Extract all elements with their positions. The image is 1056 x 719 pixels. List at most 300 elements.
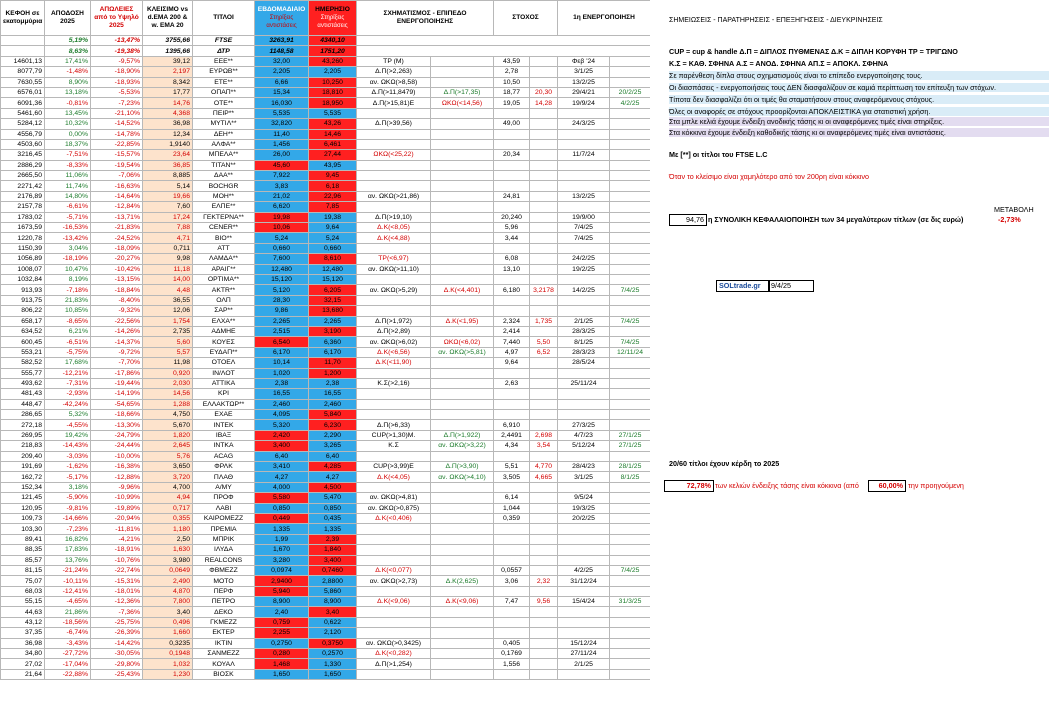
daily-cell: 16,55 (309, 389, 357, 399)
weekly-cell: 3,400 (255, 441, 309, 451)
activation-2-cell (610, 378, 650, 388)
table-row (1, 617, 651, 627)
activation-2-cell (610, 129, 650, 139)
weekly-cell: 6,540 (255, 337, 309, 347)
pattern-1-cell (357, 399, 431, 409)
cap-cell: 75,07 (1, 576, 45, 586)
activation-2-cell (610, 628, 650, 638)
return-cell: 18,37% (45, 139, 91, 149)
activation-2-cell (610, 420, 650, 430)
target-1-cell: 5,96 (494, 223, 530, 233)
target-1-cell (494, 129, 530, 139)
table-row (1, 119, 651, 129)
activation-2-cell (610, 410, 650, 420)
activation-1-cell: 5/12/24 (558, 441, 610, 451)
target-2-cell (530, 160, 558, 170)
target-1-cell: 2,4491 (494, 430, 530, 440)
activation-2-cell (610, 524, 650, 534)
close-cell: 1,180 (143, 524, 193, 534)
activation-1-cell (558, 306, 610, 316)
pattern-2-cell (431, 482, 494, 492)
title-cell: ΕΤΕ** (193, 77, 255, 87)
pattern-1-cell (357, 389, 431, 399)
cap-cell: 36,98 (1, 638, 45, 648)
weekly-cell: 5,24 (255, 233, 309, 243)
table-row (1, 659, 651, 669)
table-row (1, 545, 651, 555)
pattern-1-cell: αν. ΩΚΩ(>4,81) (357, 493, 431, 503)
title-cell: ΙΒΑΞ (193, 430, 255, 440)
pattern-2-cell (431, 243, 494, 253)
target-2-cell (530, 638, 558, 648)
close-cell: 4,700 (143, 482, 193, 492)
return-cell: -5,71% (45, 212, 91, 222)
title-cell: ΕΥΡΩΒ** (193, 67, 255, 77)
pattern-1-cell: Δ.Π(>39,56) (357, 119, 431, 129)
return-cell: -3,03% (45, 451, 91, 461)
target-2-cell: 20,30 (530, 87, 558, 97)
activation-1-cell: 7/4/25 (558, 223, 610, 233)
daily-cell: 6,205 (309, 285, 357, 295)
activation-2-cell (610, 451, 650, 461)
activation-2-cell (610, 202, 650, 212)
return-cell: -16,53% (45, 223, 91, 233)
title-cell: ΛΑΒΙ (193, 503, 255, 513)
title-cell: ΜΠΕΛΑ** (193, 150, 255, 160)
daily-cell: 8,900 (309, 597, 357, 607)
loss-cell: -9,72% (91, 347, 143, 357)
target-2-cell (530, 545, 558, 555)
close-cell: 14,00 (143, 274, 193, 284)
target-1-cell: 20,240 (494, 212, 530, 222)
note-7: Με [**] οι τίτλοι του FTSE L.C (669, 150, 768, 159)
loss-cell: -21,10% (91, 108, 143, 118)
return-cell: -6,61% (45, 202, 91, 212)
close-cell: 23,64 (143, 150, 193, 160)
target-2-cell (530, 171, 558, 181)
close-cell: 3,980 (143, 555, 193, 565)
target-1-cell (494, 524, 530, 534)
cap-total-text: η ΣΥΝΟΛΙΚΗ ΚΕΦΑΛΑΙΟΠΟΙΗΣΗ των 34 μεγαλύτερων τίτλων (σε δις ευρώ) (708, 215, 964, 224)
title-cell: ΑΡΑΙΓ** (193, 264, 255, 274)
daily-cell: 5,470 (309, 493, 357, 503)
target-2-cell (530, 223, 558, 233)
cap-cell: 121,45 (1, 493, 45, 503)
close-cell: 5,670 (143, 420, 193, 430)
pattern-2-cell (431, 223, 494, 233)
target-1-cell: 0,405 (494, 638, 530, 648)
daily-cell: 2,290 (309, 430, 357, 440)
daily-cell: 2,39 (309, 534, 357, 544)
activation-1-cell (558, 586, 610, 596)
activation-1-cell (558, 295, 610, 305)
target-2-cell (530, 77, 558, 87)
pattern-1-cell (357, 607, 431, 617)
table-row (1, 77, 651, 87)
target-1-cell (494, 555, 530, 565)
cap-cell: 209,40 (1, 451, 45, 461)
table-row (1, 586, 651, 596)
table-row (1, 254, 651, 264)
return-cell: 0,00% (45, 129, 91, 139)
target-2-cell (530, 649, 558, 659)
target-2-cell (530, 410, 558, 420)
daily-cell: 8,610 (309, 254, 357, 264)
activation-1-cell: 19/9/24 (558, 98, 610, 108)
summary-cell: ΔΤΡ (193, 46, 255, 56)
target-1-cell (494, 628, 530, 638)
title-cell: ΛΑΜΔΑ** (193, 254, 255, 264)
pattern-2-cell (431, 524, 494, 534)
target-1-cell: 2,414 (494, 326, 530, 336)
target-1-cell (494, 586, 530, 596)
loss-cell: -10,00% (91, 451, 143, 461)
weekly-cell: 9,86 (255, 306, 309, 316)
table-row (1, 316, 651, 326)
target-1-cell: 24,81 (494, 191, 530, 201)
title-cell: ΓΚΜΕΖΖ (193, 617, 255, 627)
daily-cell: 4,285 (309, 462, 357, 472)
title-cell: ΠΕΤΡΟ (193, 597, 255, 607)
table-row (1, 139, 651, 149)
table-row (1, 378, 651, 388)
activation-2-cell (610, 254, 650, 264)
activation-2-cell: 7/4/25 (610, 337, 650, 347)
pattern-1-cell: Δ.Κ(<0,077) (357, 565, 431, 575)
summary-cell: 1148,58 (255, 46, 309, 56)
target-2-cell (530, 659, 558, 669)
return-cell: -27,72% (45, 649, 91, 659)
activation-1-cell (558, 274, 610, 284)
target-2-cell (530, 150, 558, 160)
target-2-cell (530, 399, 558, 409)
pattern-1-cell: CUP(>1,30)Μ. (357, 430, 431, 440)
title-cell: ΔΑΑ** (193, 171, 255, 181)
weekly-cell: 0,449 (255, 513, 309, 523)
close-cell: 7,60 (143, 202, 193, 212)
title-cell: ACAG (193, 451, 255, 461)
weekly-cell: 10,06 (255, 223, 309, 233)
return-cell: 11,06% (45, 171, 91, 181)
pattern-1-cell: Δ.Κ(<0,282) (357, 649, 431, 659)
activation-1-cell: 19/2/25 (558, 264, 610, 274)
daily-cell: 6,40 (309, 451, 357, 461)
table-row (1, 462, 651, 472)
cap-cell: 162,72 (1, 472, 45, 482)
pattern-1-cell: ΩΚΩ(<25,22) (357, 150, 431, 160)
weekly-cell: 21,02 (255, 191, 309, 201)
target-1-cell: 6,180 (494, 285, 530, 295)
pattern-1-cell: Δ.Π(>1,254) (357, 659, 431, 669)
target-2-cell (530, 669, 558, 679)
pattern-2-cell (431, 659, 494, 669)
activation-1-cell: 29/4/21 (558, 87, 610, 97)
title-cell: Α/ΜΥ (193, 482, 255, 492)
activation-1-cell: 14/2/25 (558, 285, 610, 295)
title-cell: ΜΠΡΙΚ (193, 534, 255, 544)
weekly-cell: 0,2750 (255, 638, 309, 648)
target-1-cell (494, 108, 530, 118)
table-row (1, 524, 651, 534)
header-daily (309, 1, 357, 36)
activation-2-cell: 27/1/25 (610, 441, 650, 451)
target-1-cell: 4,34 (494, 441, 530, 451)
loss-cell: -16,38% (91, 462, 143, 472)
daily-cell: 18,810 (309, 87, 357, 97)
table-row (1, 472, 651, 482)
pattern-2-cell (431, 171, 494, 181)
activation-2-cell (610, 649, 650, 659)
table-row (1, 285, 651, 295)
daily-cell: 1,840 (309, 545, 357, 555)
summary-cell (357, 36, 651, 46)
close-cell: 3,720 (143, 472, 193, 482)
summary-cell: 1751,20 (309, 46, 357, 56)
table-row (1, 451, 651, 461)
activation-1-cell (558, 617, 610, 627)
pattern-1-cell: TP(<6,97) (357, 254, 431, 264)
daily-label: ΗΜΕΡΗΣΙΟ (315, 6, 350, 13)
weekly-cell: 8,900 (255, 597, 309, 607)
target-2-cell (530, 326, 558, 336)
cap-cell: 14601,13 (1, 56, 45, 66)
weekly-cell: 0,660 (255, 243, 309, 253)
loss-cell: -54,65% (91, 399, 143, 409)
title-cell: ΒΙΟ** (193, 233, 255, 243)
close-cell: 0,711 (143, 243, 193, 253)
return-cell: 10,85% (45, 306, 91, 316)
daily-cell: 4,27 (309, 472, 357, 482)
title-cell: CENER** (193, 223, 255, 233)
title-cell: ΑΛΦΑ** (193, 139, 255, 149)
pattern-2-cell: ΩΚΩ(<6,02) (431, 337, 494, 347)
header-target: ΣΤΟΧΟΣ (494, 1, 558, 36)
activation-1-cell: 20/2/25 (558, 513, 610, 523)
cap-cell: 269,95 (1, 430, 45, 440)
title-cell: ΒΙΟΣΚ (193, 669, 255, 679)
title-cell: ΔΕΗ** (193, 129, 255, 139)
table-row (1, 108, 651, 118)
pattern-1-cell (357, 410, 431, 420)
return-cell: -7,23% (45, 524, 91, 534)
target-1-cell (494, 410, 530, 420)
activation-2-cell (610, 264, 650, 274)
target-1-cell: 1,556 (494, 659, 530, 669)
title-cell: ΟΤΕ** (193, 98, 255, 108)
daily-cell: 3,190 (309, 326, 357, 336)
target-1-cell: 6,08 (494, 254, 530, 264)
pattern-1-cell: Δ.Π(>2,263) (357, 67, 431, 77)
cap-cell: 7630,55 (1, 77, 45, 87)
target-1-cell: 9,64 (494, 358, 530, 368)
weekly-cell: 1,020 (255, 368, 309, 378)
activation-2-cell (610, 306, 650, 316)
pattern-1-cell (357, 160, 431, 170)
pattern-2-cell (431, 202, 494, 212)
weekly-cell: 1,468 (255, 659, 309, 669)
title-cell: ΠΡΕΜΙΑ (193, 524, 255, 534)
activation-1-cell (558, 555, 610, 565)
target-2-cell (530, 119, 558, 129)
weekly-cell: 5,580 (255, 493, 309, 503)
close-cell: 1,660 (143, 628, 193, 638)
table-row (1, 295, 651, 305)
target-1-cell (494, 160, 530, 170)
cap-cell: 582,52 (1, 358, 45, 368)
pattern-2-cell: ΩΚΩ(<14,56) (431, 98, 494, 108)
title-cell: ΓΕΚΤΕΡΝΑ** (193, 212, 255, 222)
target-1-cell: 0,1769 (494, 649, 530, 659)
weekly-cell: 0,759 (255, 617, 309, 627)
target-1-cell: 6,14 (494, 493, 530, 503)
cap-cell: 37,35 (1, 628, 45, 638)
activation-1-cell: 24/3/25 (558, 119, 610, 129)
target-2-cell (530, 108, 558, 118)
target-2-cell (530, 306, 558, 316)
weekly-cell: 1,650 (255, 669, 309, 679)
target-2-cell (530, 254, 558, 264)
weekly-cell: 3,280 (255, 555, 309, 565)
daily-cell: 6,461 (309, 139, 357, 149)
table-row (1, 347, 651, 357)
table-row (1, 337, 651, 347)
close-cell: 4,368 (143, 108, 193, 118)
return-cell: 17,68% (45, 358, 91, 368)
daily-cell: 19,38 (309, 212, 357, 222)
pattern-1-cell (357, 524, 431, 534)
pattern-1-cell: αν. ΩΚΩ(>0,875) (357, 503, 431, 513)
title-cell: ΚΡΙ (193, 389, 255, 399)
table-row (1, 420, 651, 430)
weekly-cell: 7,600 (255, 254, 309, 264)
close-cell: 0,0649 (143, 565, 193, 575)
loss-cell: -18,66% (91, 410, 143, 420)
table-row (1, 243, 651, 253)
table-row (1, 98, 651, 108)
target-2-cell: 1,735 (530, 316, 558, 326)
weekly-cell: 6,66 (255, 77, 309, 87)
target-1-cell (494, 399, 530, 409)
pattern-2-cell (431, 358, 494, 368)
target-2-cell (530, 202, 558, 212)
title-cell: ΟΛΠ (193, 295, 255, 305)
close-cell: 1,820 (143, 430, 193, 440)
cap-cell: 913,93 (1, 285, 45, 295)
note-5: Στα μπλε κελιά έχουμε ένδειξη ανοδικής τάσης κι οι αναφερόμενες τιμές είναι στηρίξεις. (669, 117, 1049, 126)
title-cell: INTEK (193, 420, 255, 430)
return-cell: -17,04% (45, 659, 91, 669)
pattern-2-cell (431, 254, 494, 264)
table-row (1, 482, 651, 492)
pattern-2-cell: Δ.Κ(<9,06) (431, 597, 494, 607)
weekly-cell: 16,55 (255, 389, 309, 399)
pattern-2-cell (431, 669, 494, 679)
summary-cell (357, 46, 651, 56)
return-cell: -2,93% (45, 389, 91, 399)
daily-cell: 0,850 (309, 503, 357, 513)
pattern-2-cell (431, 649, 494, 659)
close-cell: 4,870 (143, 586, 193, 596)
activation-2-cell (610, 389, 650, 399)
weekly-cell: 4,000 (255, 482, 309, 492)
red-pct-box: 72,78% (664, 480, 714, 492)
pattern-1-cell: αν. ΩΚΩ(>5,29) (357, 285, 431, 295)
title-cell: ΑΤΤ (193, 243, 255, 253)
daily-cell: 43,26 (309, 119, 357, 129)
cap-cell: 1056,89 (1, 254, 45, 264)
daily-cell: 0,622 (309, 617, 357, 627)
weekly-cell: 2,9400 (255, 576, 309, 586)
table-row (1, 597, 651, 607)
activation-2-cell (610, 617, 650, 627)
activation-1-cell (558, 545, 610, 555)
pattern-1-cell (357, 139, 431, 149)
table-row (1, 223, 651, 233)
loss-cell: -25,75% (91, 617, 143, 627)
summary-cell: FTSE (193, 36, 255, 46)
activation-2-cell: 27/1/25 (610, 430, 650, 440)
activation-2-cell (610, 638, 650, 648)
target-1-cell (494, 274, 530, 284)
weekly-cell: 16,030 (255, 98, 309, 108)
loss-cell: -7,23% (91, 98, 143, 108)
weekly-cell: 2,205 (255, 67, 309, 77)
pattern-2-cell (431, 139, 494, 149)
loss-cell: -20,94% (91, 513, 143, 523)
cap-cell: 3216,45 (1, 150, 45, 160)
return-cell: -10,11% (45, 576, 91, 586)
return-cell: 11,74% (45, 181, 91, 191)
table-row (1, 56, 651, 66)
target-2-cell (530, 181, 558, 191)
pattern-1-cell: Δ.Π(>2,89) (357, 326, 431, 336)
loss-cell: -14,42% (91, 638, 143, 648)
weekly-cell: 7,922 (255, 171, 309, 181)
table-row (1, 628, 651, 638)
header-row (1, 1, 651, 36)
table-row (1, 274, 651, 284)
activation-2-cell (610, 399, 650, 409)
prev-pct-text: την προηγούμενη (908, 481, 964, 490)
loss-cell: -25,43% (91, 669, 143, 679)
activation-2-cell (610, 326, 650, 336)
activation-2-cell: 7/4/25 (610, 316, 650, 326)
title-cell: ΚΑΙΡΟΜΕΖΖ (193, 513, 255, 523)
daily-cell: 6,18 (309, 181, 357, 191)
activation-1-cell: 19/9/00 (558, 212, 610, 222)
target-1-cell: 6,910 (494, 420, 530, 430)
change-value: -2,73% (998, 215, 1021, 224)
target-2-cell: 2,698 (530, 430, 558, 440)
cap-cell: 6091,36 (1, 98, 45, 108)
red-pct-text: των κελιών ένδειξης τάσης είναι κόκκινα (από (715, 481, 859, 490)
return-cell: 16,82% (45, 534, 91, 544)
change-label: ΜΕΤΑΒΟΛΗ (994, 205, 1034, 214)
daily-cell: 6,360 (309, 337, 357, 347)
table-row (1, 191, 651, 201)
daily-cell: 0,3750 (309, 638, 357, 648)
target-2-cell (530, 617, 558, 627)
weekly-cell: 6,620 (255, 202, 309, 212)
daily-cell: 3,400 (309, 555, 357, 565)
cap-cell: 272,18 (1, 420, 45, 430)
pattern-2-cell (431, 410, 494, 420)
pattern-2-cell: Δ.Κ(<1,95) (431, 316, 494, 326)
note-4: Όλες οι αναφορές σε στόχους προορίζονται ΑΠΟΚΛΕΙΣΤΙΚΑ για στατιστική χρήση. (669, 107, 1049, 116)
daily-cell: 1,330 (309, 659, 357, 669)
target-2-cell (530, 67, 558, 77)
activation-1-cell (558, 368, 610, 378)
